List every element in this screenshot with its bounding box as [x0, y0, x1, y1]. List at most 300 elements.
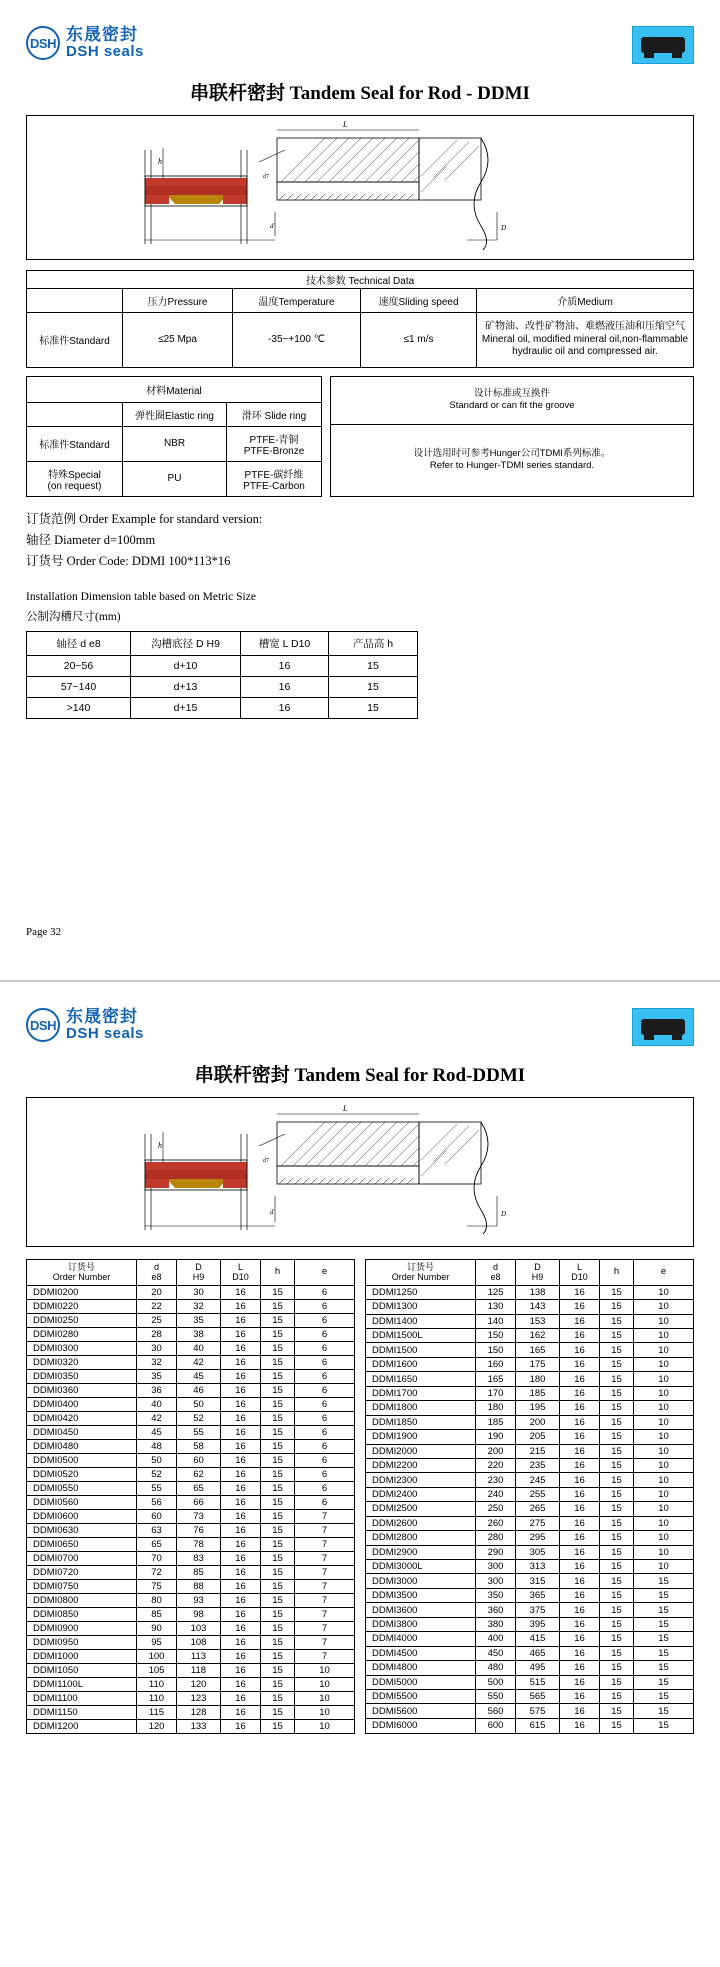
cell-value: 66 [177, 1495, 221, 1509]
cell-value: 7 [295, 1565, 355, 1579]
cell-value: 495 [516, 1661, 560, 1675]
tech-medium-en: Mineral oil, modified mineral oil,non-flammable hydraulic oil and compressed air. [481, 333, 689, 357]
dim-r1c2: d+10 [131, 656, 241, 677]
table-row [366, 1285, 694, 1299]
svg-text:d: d [270, 1208, 274, 1216]
cell-value: 16 [221, 1467, 261, 1481]
cell-value: 400 [476, 1632, 516, 1646]
cell-value: 93 [177, 1593, 221, 1607]
material-col-elastic: 弹性圈Elastic ring [123, 402, 227, 426]
page-title-2: 串联杆密封 Tandem Seal for Rod-DDMI [194, 1065, 526, 1086]
note-reference-en: Refer to Hunger-TDMI series standard. [429, 460, 595, 472]
tech-col-pressure: 压力Pressure [123, 289, 233, 313]
cell-value: 200 [476, 1444, 516, 1458]
table-row [366, 1401, 694, 1415]
cell-value: 16 [560, 1430, 600, 1444]
cell-value: 15 [600, 1646, 634, 1660]
cell-order-number: DDMI2300 [366, 1473, 476, 1487]
cell-value: 500 [476, 1675, 516, 1689]
cell-value: 10 [634, 1444, 694, 1458]
table-row [366, 1704, 694, 1718]
cell-value: 16 [221, 1565, 261, 1579]
cell-value: 16 [221, 1579, 261, 1593]
cell-value: 235 [516, 1458, 560, 1472]
table-row [27, 1663, 355, 1677]
tech-temperature-value: -35~+100 ℃ [233, 313, 361, 368]
cell-value: 565 [516, 1689, 560, 1703]
cell-value: 16 [221, 1411, 261, 1425]
cell-value: 15 [600, 1560, 634, 1574]
col-order-number: 订货号 Order Number [27, 1260, 137, 1286]
cell-value: 7 [295, 1537, 355, 1551]
cell-value: 15 [261, 1453, 295, 1467]
technical-data-table [26, 270, 694, 368]
cell-value: 6 [295, 1285, 355, 1299]
tech-col-temperature: 温度Temperature [233, 289, 361, 313]
cell-value: 48 [137, 1439, 177, 1453]
seal-product-icon [632, 26, 694, 64]
cell-value: 10 [295, 1691, 355, 1705]
cell-order-number: DDMI0800 [27, 1593, 137, 1607]
table-row [27, 1607, 355, 1621]
cell-value: 180 [516, 1372, 560, 1386]
table-row [27, 1285, 355, 1299]
page-number: Page 32 [26, 926, 62, 938]
dim-col-shaft: 轴径 d e8 [27, 632, 131, 656]
table-row [27, 1341, 355, 1355]
cell-value: 15 [261, 1285, 295, 1299]
cell-value: 260 [476, 1516, 516, 1530]
dim-r1c4: 15 [329, 656, 418, 677]
cell-value: 60 [137, 1509, 177, 1523]
cell-order-number: DDMI1700 [366, 1386, 476, 1400]
cell-order-number: DDMI5500 [366, 1689, 476, 1703]
cell-value: 15 [261, 1425, 295, 1439]
page-header-2 [26, 982, 694, 1046]
cell-value: 16 [560, 1545, 600, 1559]
cell-value: 6 [295, 1495, 355, 1509]
cell-value: 7 [295, 1649, 355, 1663]
svg-text:d: d [270, 222, 274, 230]
cell-value: 16 [221, 1593, 261, 1607]
cell-value: 42 [177, 1355, 221, 1369]
cell-order-number: DDMI0900 [27, 1621, 137, 1635]
cell-value: 28 [137, 1327, 177, 1341]
cell-value: 245 [516, 1473, 560, 1487]
cell-order-number: DDMI1300 [366, 1300, 476, 1314]
cell-value: 15 [600, 1603, 634, 1617]
cell-value: 15 [634, 1588, 694, 1602]
cell-value: 6 [295, 1383, 355, 1397]
cell-value: 50 [137, 1453, 177, 1467]
cell-value: 15 [634, 1632, 694, 1646]
order-table-header-row [27, 1260, 355, 1286]
cell-value: 15 [600, 1661, 634, 1675]
cell-value: 32 [137, 1355, 177, 1369]
cell-order-number: DDMI1100 [27, 1691, 137, 1705]
cell-value: 15 [600, 1357, 634, 1371]
table-row [366, 1588, 694, 1602]
groove-dimension-table [26, 631, 418, 719]
cell-order-number: DDMI2400 [366, 1487, 476, 1501]
dim-r1c1: 20~56 [27, 656, 131, 677]
cell-value: 10 [634, 1473, 694, 1487]
cell-value: 6 [295, 1439, 355, 1453]
cell-value: 16 [221, 1341, 261, 1355]
cell-value: 15 [261, 1509, 295, 1523]
material-title: 材料Material [27, 376, 322, 402]
cell-value: 15 [261, 1411, 295, 1425]
cell-value: 88 [177, 1579, 221, 1593]
cell-value: 125 [476, 1285, 516, 1299]
cell-value: 16 [560, 1357, 600, 1371]
material-row-standard-slide: PTFE-青铜 PTFE-Bronze [227, 426, 322, 461]
col-order-number: 订货号 Order Number [366, 1260, 476, 1286]
dim-r1c3: 16 [241, 656, 329, 677]
table-row [366, 1675, 694, 1689]
svg-text:L: L [343, 120, 348, 129]
dim-col-groove-d: 沟槽底径 D H9 [131, 632, 241, 656]
table-row [27, 1299, 355, 1313]
table-row [366, 1718, 694, 1733]
cell-value: 10 [634, 1487, 694, 1501]
cell-value: 16 [221, 1635, 261, 1649]
cell-value: 15 [600, 1430, 634, 1444]
cell-order-number: DDMI0630 [27, 1523, 137, 1537]
table-row [27, 1411, 355, 1425]
cell-value: 15 [261, 1495, 295, 1509]
cell-order-number: DDMI0220 [27, 1299, 137, 1313]
cell-value: 255 [516, 1487, 560, 1501]
dim-r2c1: 57~140 [27, 677, 131, 698]
order-table-left-body [27, 1285, 355, 1733]
cell-value: 230 [476, 1473, 516, 1487]
cell-value: 40 [177, 1341, 221, 1355]
cell-value: 6 [295, 1397, 355, 1411]
cell-value: 15 [600, 1704, 634, 1718]
cell-value: 15 [261, 1551, 295, 1565]
table-row [27, 1593, 355, 1607]
cell-order-number: DDMI1100L [27, 1677, 137, 1691]
tech-speed-value: ≤1 m/s [361, 313, 477, 368]
table-row [366, 1603, 694, 1617]
svg-text:d7: d7 [263, 174, 269, 180]
cell-value: 10 [634, 1372, 694, 1386]
cell-value: 16 [560, 1415, 600, 1429]
cell-value: 7 [295, 1593, 355, 1607]
cell-value: 15 [634, 1646, 694, 1660]
technical-drawing-page2 [26, 1097, 694, 1247]
table-row [27, 1467, 355, 1481]
dim-r3c1: >140 [27, 698, 131, 719]
cell-value: 6 [295, 1467, 355, 1481]
cell-value: 7 [295, 1551, 355, 1565]
cell-value: 138 [516, 1285, 560, 1299]
cell-value: 15 [600, 1401, 634, 1415]
brand-name-cn: 东晟密封 [66, 25, 138, 45]
cell-order-number: DDMI0250 [27, 1313, 137, 1327]
table-row [27, 1705, 355, 1719]
dim-r2c4: 15 [329, 677, 418, 698]
cell-value: 38 [177, 1327, 221, 1341]
cell-value: 45 [177, 1369, 221, 1383]
cell-value: 6 [295, 1299, 355, 1313]
cell-value: 15 [261, 1523, 295, 1537]
cell-value: 16 [560, 1718, 600, 1733]
table-row [366, 1689, 694, 1703]
brand-logo-2 [26, 1008, 144, 1042]
cell-value: 16 [560, 1560, 600, 1574]
table-row [366, 1343, 694, 1357]
col-e: e [295, 1260, 355, 1286]
cell-value: 15 [261, 1439, 295, 1453]
cell-value: 10 [634, 1430, 694, 1444]
cell-value: 515 [516, 1675, 560, 1689]
tech-medium-cn: 矿物油、改性矿物油、难燃液压油和压缩空气 [485, 321, 685, 332]
cell-value: 16 [221, 1299, 261, 1313]
table-row [27, 1635, 355, 1649]
cell-value: 16 [560, 1444, 600, 1458]
cell-value: 95 [137, 1635, 177, 1649]
catalog-page-1 [0, 0, 720, 980]
cell-order-number: DDMI1250 [366, 1285, 476, 1299]
cell-value: 15 [261, 1299, 295, 1313]
col-D: D H9 [516, 1260, 560, 1286]
cell-value: 16 [221, 1691, 261, 1705]
cell-value: 350 [476, 1588, 516, 1602]
cell-value: 15 [261, 1467, 295, 1481]
cell-order-number: DDMI3000 [366, 1574, 476, 1588]
cell-value: 16 [560, 1516, 600, 1530]
table-row [27, 1425, 355, 1439]
cell-value: 275 [516, 1516, 560, 1530]
cell-value: 175 [516, 1357, 560, 1371]
cell-value: 110 [137, 1691, 177, 1705]
cell-value: 15 [600, 1675, 634, 1689]
cell-value: 10 [295, 1719, 355, 1733]
cell-value: 15 [634, 1675, 694, 1689]
cell-value: 16 [560, 1617, 600, 1631]
cell-value: 265 [516, 1502, 560, 1516]
cell-value: 15 [600, 1487, 634, 1501]
cell-order-number: DDMI1600 [366, 1357, 476, 1371]
cell-order-number: DDMI1400 [366, 1314, 476, 1328]
table-row [366, 1415, 694, 1429]
table-row [27, 1397, 355, 1411]
order-table-header-row [366, 1260, 694, 1286]
cell-value: 15 [261, 1355, 295, 1369]
cell-value: 15 [261, 1607, 295, 1621]
cell-order-number: DDMI3600 [366, 1603, 476, 1617]
table-row [366, 1502, 694, 1516]
cell-value: 250 [476, 1502, 516, 1516]
cell-value: 62 [177, 1467, 221, 1481]
cell-value: 10 [295, 1705, 355, 1719]
cell-value: 7 [295, 1523, 355, 1537]
cell-value: 73 [177, 1509, 221, 1523]
svg-text:h: h [158, 157, 162, 166]
cell-value: 15 [634, 1617, 694, 1631]
cell-value: 240 [476, 1487, 516, 1501]
installation-note [26, 588, 694, 627]
table-row [366, 1545, 694, 1559]
cell-value: 16 [560, 1689, 600, 1703]
cell-order-number: DDMI0600 [27, 1509, 137, 1523]
cell-value: 16 [221, 1663, 261, 1677]
cell-value: 16 [221, 1509, 261, 1523]
cell-value: 15 [261, 1593, 295, 1607]
svg-text:D: D [501, 224, 507, 232]
cell-value: 16 [560, 1473, 600, 1487]
cell-order-number: DDMI0650 [27, 1537, 137, 1551]
cell-value: 480 [476, 1661, 516, 1675]
cell-value: 16 [221, 1369, 261, 1383]
table-row [27, 1537, 355, 1551]
cell-value: 180 [476, 1401, 516, 1415]
cell-order-number: DDMI1050 [27, 1663, 137, 1677]
cell-value: 130 [476, 1300, 516, 1314]
table-row [366, 1357, 694, 1371]
cell-value: 15 [261, 1397, 295, 1411]
cell-order-number: DDMI4800 [366, 1661, 476, 1675]
cell-value: 16 [560, 1646, 600, 1660]
table-row [27, 1691, 355, 1705]
cell-value: 16 [560, 1675, 600, 1689]
standard-note-table [330, 376, 694, 497]
cell-value: 7 [295, 1509, 355, 1523]
col-L: L D10 [560, 1260, 600, 1286]
note-reference-cn: 设计选用时可参考Hunger公司TDMI系列标准。 [413, 447, 611, 459]
cell-value: 15 [600, 1444, 634, 1458]
cell-value: 16 [221, 1551, 261, 1565]
cell-value: 160 [476, 1357, 516, 1371]
cell-value: 15 [261, 1663, 295, 1677]
catalog-page-2 [0, 982, 720, 1967]
cell-value: 16 [560, 1386, 600, 1400]
cell-value: 63 [137, 1523, 177, 1537]
cell-order-number: DDMI5600 [366, 1704, 476, 1718]
table-row [27, 1719, 355, 1733]
tech-pressure-value: ≤25 Mpa [123, 313, 233, 368]
cell-value: 16 [221, 1495, 261, 1509]
cell-value: 10 [634, 1386, 694, 1400]
cell-value: 30 [137, 1341, 177, 1355]
dim-r3c4: 15 [329, 698, 418, 719]
tech-col-blank [27, 289, 123, 313]
cell-value: 395 [516, 1617, 560, 1631]
cell-value: 15 [261, 1313, 295, 1327]
material-col-blank [27, 402, 123, 426]
seal-product-icon [632, 1008, 694, 1046]
cell-value: 10 [295, 1663, 355, 1677]
cell-value: 550 [476, 1689, 516, 1703]
dim-r2c2: d+13 [131, 677, 241, 698]
cell-order-number: DDMI2000 [366, 1444, 476, 1458]
cell-value: 313 [516, 1560, 560, 1574]
cell-value: 25 [137, 1313, 177, 1327]
cell-value: 16 [221, 1453, 261, 1467]
cell-value: 10 [634, 1560, 694, 1574]
cell-order-number: DDMI0450 [27, 1425, 137, 1439]
table-row [366, 1560, 694, 1574]
table-row [366, 1444, 694, 1458]
cell-value: 150 [476, 1329, 516, 1343]
table-row [27, 1621, 355, 1635]
cell-value: 98 [177, 1607, 221, 1621]
cell-value: 16 [221, 1285, 261, 1299]
cell-value: 295 [516, 1531, 560, 1545]
cell-value: 108 [177, 1635, 221, 1649]
cell-value: 16 [560, 1632, 600, 1646]
cell-value: 100 [137, 1649, 177, 1663]
order-table-right-body [366, 1285, 694, 1733]
cell-value: 118 [177, 1663, 221, 1677]
cell-value: 15 [600, 1502, 634, 1516]
material-table [26, 376, 322, 497]
cell-value: 365 [516, 1588, 560, 1602]
cell-value: 15 [634, 1704, 694, 1718]
cell-value: 42 [137, 1411, 177, 1425]
cell-value: 575 [516, 1704, 560, 1718]
cell-value: 52 [177, 1411, 221, 1425]
cell-value: 450 [476, 1646, 516, 1660]
cell-order-number: DDMI1650 [366, 1372, 476, 1386]
cell-value: 465 [516, 1646, 560, 1660]
cell-order-number: DDMI6000 [366, 1718, 476, 1733]
material-row-standard-elastic: NBR [123, 426, 227, 461]
svg-text:d7: d7 [263, 1158, 269, 1164]
cell-value: 70 [137, 1551, 177, 1565]
cell-value: 10 [634, 1314, 694, 1328]
cell-order-number: DDMI0750 [27, 1579, 137, 1593]
table-row [27, 1481, 355, 1495]
cell-order-number: DDMI0850 [27, 1607, 137, 1621]
order-example-line-1: 订货范例 Order Example for standard version: [26, 511, 263, 526]
cell-value: 7 [295, 1607, 355, 1621]
cell-order-number: DDMI2200 [366, 1458, 476, 1472]
cell-value: 15 [634, 1718, 694, 1733]
cell-order-number: DDMI0700 [27, 1551, 137, 1565]
note-reference [331, 424, 694, 496]
cell-value: 16 [221, 1537, 261, 1551]
cell-order-number: DDMI0950 [27, 1635, 137, 1649]
cell-value: 6 [295, 1327, 355, 1341]
cell-value: 375 [516, 1603, 560, 1617]
cell-value: 16 [221, 1397, 261, 1411]
cell-value: 10 [634, 1502, 694, 1516]
installation-note-cn: 公制沟槽尺寸(mm) [26, 610, 121, 623]
dim-col-groove-l: 槽宽 L D10 [241, 632, 329, 656]
cell-value: 55 [137, 1481, 177, 1495]
cell-value: 10 [634, 1329, 694, 1343]
col-e: e [634, 1260, 694, 1286]
cell-order-number: DDMI1850 [366, 1415, 476, 1429]
cell-value: 16 [221, 1425, 261, 1439]
cell-value: 72 [137, 1565, 177, 1579]
cell-value: 15 [600, 1632, 634, 1646]
cell-value: 16 [560, 1314, 600, 1328]
cell-order-number: DDMI1900 [366, 1430, 476, 1444]
cell-value: 10 [634, 1458, 694, 1472]
cell-value: 290 [476, 1545, 516, 1559]
brand-name-cn: 东晟密封 [66, 1007, 138, 1027]
cell-value: 128 [177, 1705, 221, 1719]
cell-order-number: DDMI0480 [27, 1439, 137, 1453]
table-row [27, 1565, 355, 1579]
cell-value: 7 [295, 1579, 355, 1593]
cell-value: 16 [560, 1401, 600, 1415]
cell-value: 78 [177, 1537, 221, 1551]
